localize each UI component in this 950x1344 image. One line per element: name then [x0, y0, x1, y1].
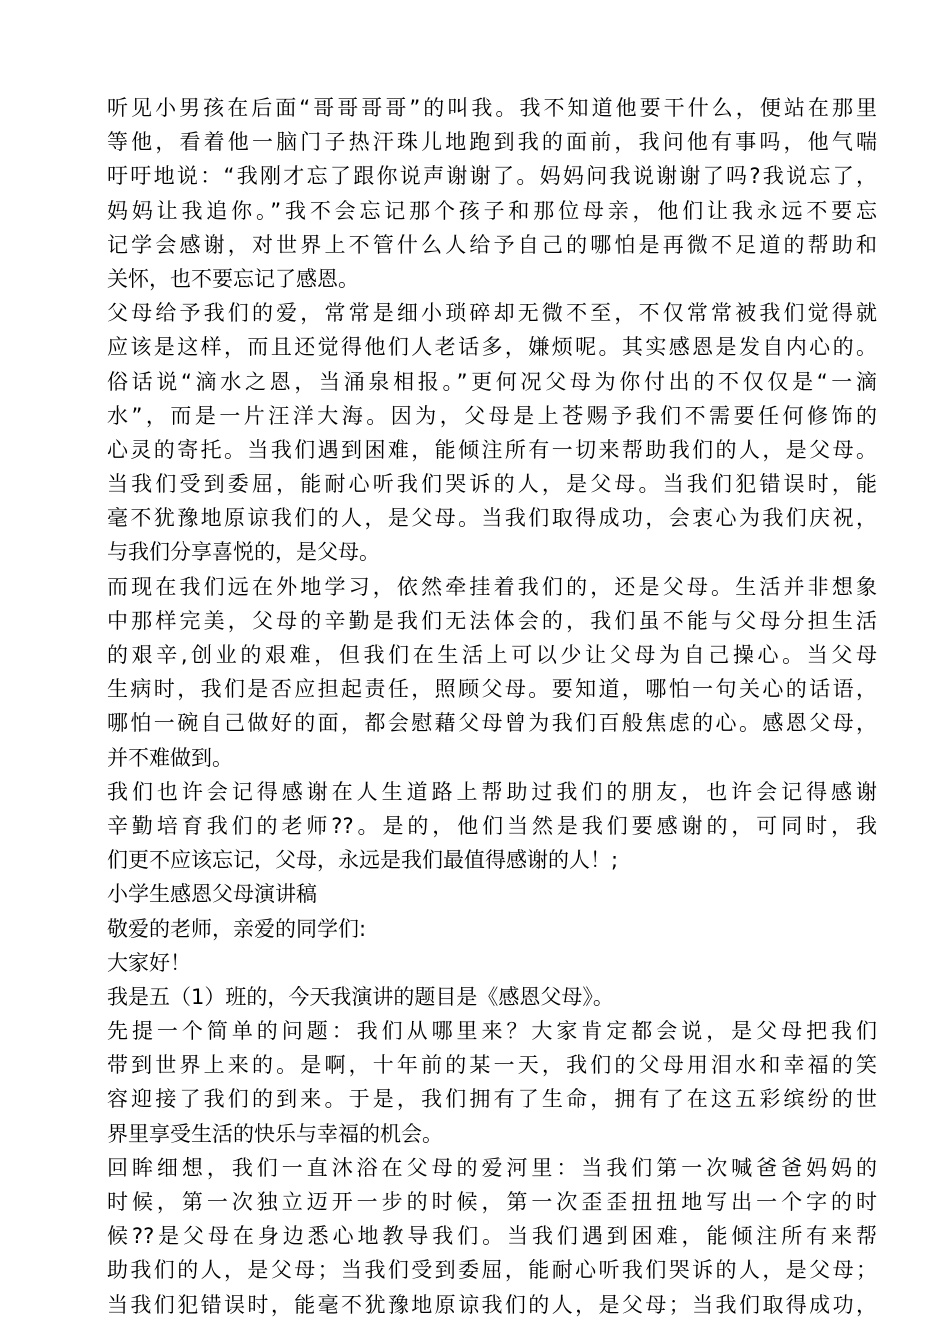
text-line: 回眸细想，我们一直沐浴在父母的爱河里：当我们第一次喊爸爸妈妈的: [107, 1155, 877, 1180]
text-line: 先提一个简单的问题：我们从哪里来？大家肯定都会说，是父母把我们: [107, 1019, 877, 1044]
text-line: 心灵的寄托。当我们遇到困难，能倾注所有一切来帮助我们的人，是父母。: [107, 437, 877, 462]
text-line: 与我们分享喜悦的，是父母。: [107, 540, 380, 565]
text-line: 应该是这样，而且还觉得他们人老话多，嫌烦呢。其实感恩是发自内心的。: [107, 335, 877, 360]
text-line: 的艰辛,创业的艰难，但我们在生活上可以少让父母为自己操心。当父母: [107, 643, 877, 667]
text-line: 我是五（1）班的，今天我演讲的题目是《感恩父母》。: [107, 984, 614, 1009]
text-line: 并不难做到。: [107, 745, 233, 770]
text-line: 哪怕一碗自己做好的面，都会慰藉父母曾为我们百般焦虑的心。感恩父母，: [107, 711, 877, 736]
text-line: 敬爱的老师，亲爱的同学们:: [107, 916, 367, 941]
text-line: 听见小男孩在后面“哥哥哥哥”的叫我。我不知道他要干什么，便站在那里: [107, 96, 877, 120]
text-line: 关怀，也不要忘记了感恩。: [107, 266, 359, 291]
text-line: 时候，第一次独立迈开一步的时候，第一次歪歪扭扭地写出一个字的时: [107, 1190, 877, 1214]
text-line: 记学会感谢，对世界上不管什么人给予自己的哪怕是再微不足道的帮助和: [107, 232, 877, 257]
document-body: [107, 91, 877, 1322]
text-line: 候??是父母在身边悉心地教导我们。当我们遇到困难，能倾注所有来帮: [107, 1224, 877, 1249]
text-line: 辛勤培育我们的老师??。是的，他们当然是我们要感谢的，可同时，我: [107, 813, 877, 838]
text-line: 妈妈让我追你。”我不会忘记那个孩子和那位母亲，他们让我永远不要忘: [107, 198, 877, 223]
text-line: 父母给予我们的爱，常常是细小琐碎却无微不至，不仅常常被我们觉得就: [107, 301, 877, 326]
text-line: 助我们的人，是父母；当我们受到委屈，能耐心听我们哭诉的人，是父母；: [107, 1258, 877, 1283]
text-line: 等他，看着他一脑门子热汗珠儿地跑到我的面前，我问他有事吗，他气喘: [107, 130, 877, 155]
text-line: 水”，而是一片汪洋大海。因为，父母是上苍赐予我们不需要任何修饰的: [107, 403, 877, 428]
text-line: 我们也许会记得感谢在人生道路上帮助过我们的朋友，也许会记得感谢: [107, 779, 877, 804]
text-line: 吁吁地说：“我刚才忘了跟你说声谢谢了。妈妈问我说谢谢了吗?我说忘了，: [107, 164, 877, 189]
text-line: 界里享受生活的快乐与幸福的机会。: [107, 1121, 443, 1146]
text-line: 容迎接了我们的到来。于是，我们拥有了生命，拥有了在这五彩缤纷的世: [107, 1087, 877, 1112]
text-line: 毫不犹豫地原谅我们的人，是父母。当我们取得成功，会衷心为我们庆祝，: [107, 506, 877, 531]
text-line: 带到世界上来的。是啊，十年前的某一天，我们的父母用泪水和幸福的笑: [107, 1053, 877, 1078]
text-line: 当我们受到委屈，能耐心听我们哭诉的人，是父母。当我们犯错误时，能: [107, 472, 877, 497]
text-line: 俗话说“滴水之恩，当涌泉相报。”更何况父母为你付出的不仅仅是“一滴: [107, 369, 877, 394]
text-line: 中那样完美，父母的辛勤是我们无法体会的，我们虽不能与父母分担生活: [107, 608, 877, 633]
text-line: 们更不应该忘记，父母，永远是我们最值得感谢的人！;: [107, 848, 619, 873]
text-line: 生病时，我们是否应担起责任，照顾父母。要知道，哪怕一句关心的话语，: [107, 677, 877, 702]
text-line: 当我们犯错误时，能毫不犹豫地原谅我们的人，是父母；当我们取得成功，: [107, 1292, 877, 1317]
text-line: 而现在我们远在外地学习，依然牵挂着我们的，还是父母。生活并非想象: [107, 574, 877, 599]
text-line: 大家好！: [107, 950, 191, 975]
text-line: 小学生感恩父母演讲稿: [107, 882, 317, 907]
